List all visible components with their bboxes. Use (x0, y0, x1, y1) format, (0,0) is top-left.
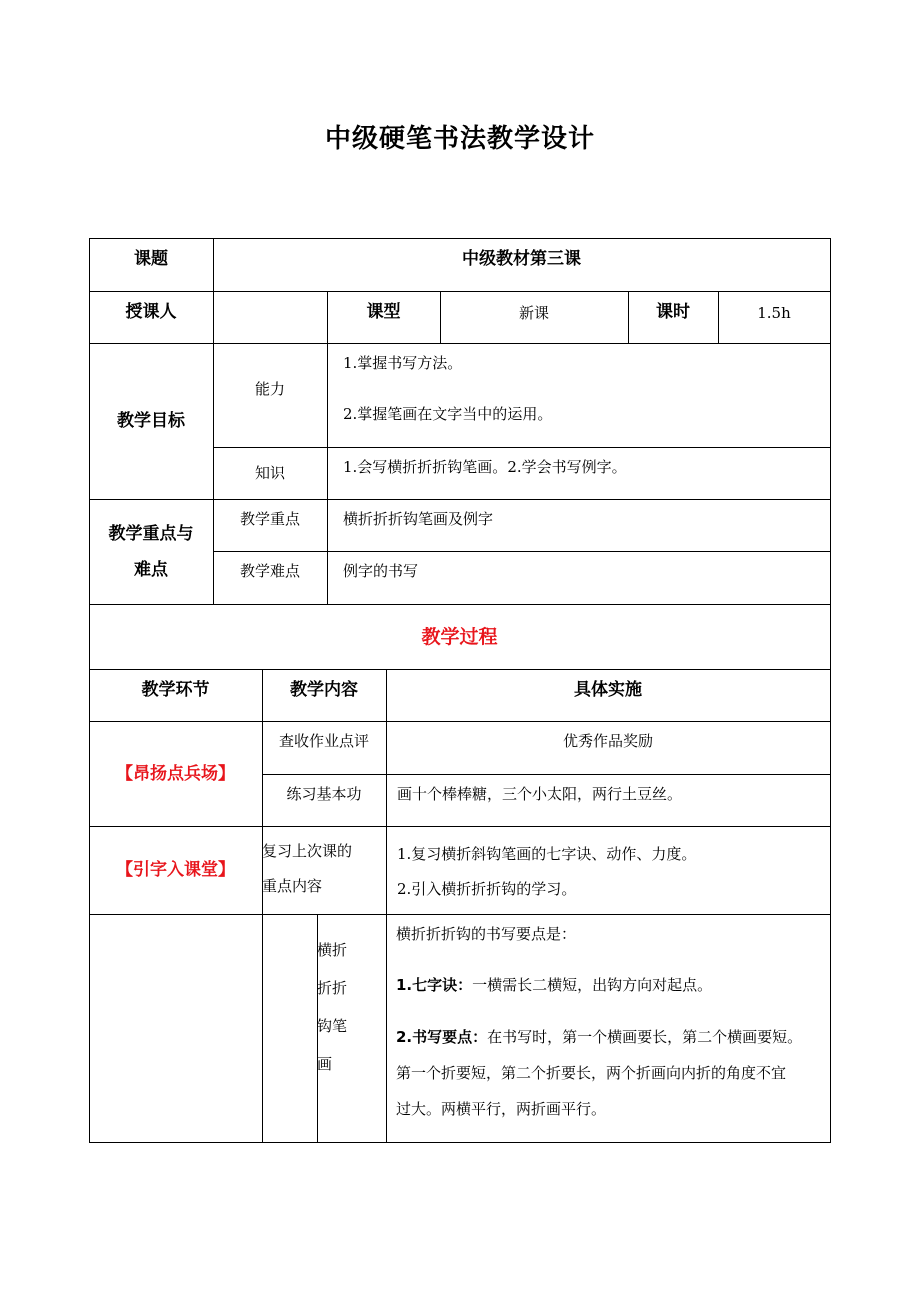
stage1-row1-content: 查收作业点评 (278, 732, 369, 750)
stage3-mnemonic-text: 一横需长二横短，出钩方向对起点。 (472, 976, 713, 994)
teacher-label: 授课人 (125, 302, 177, 322)
stage3-points (396, 1026, 802, 1048)
stage3-points-label: 2.书写要点： (396, 1028, 488, 1046)
keypoints-label (89, 499, 213, 604)
stage3-points-line1: 在书写时，第一个横画要长，第二个横画要短。 (487, 1028, 803, 1046)
process-title: 教学过程 (421, 625, 498, 648)
stage3-points-line3: 过大。两横平行，两折画平行。 (396, 1100, 607, 1118)
col-impl-header: 具体实施 (574, 680, 642, 700)
knowledge-label: 知识 (254, 464, 285, 482)
col-content-header: 教学内容 (290, 680, 358, 700)
topic-value: 中级教材第三课 (462, 249, 581, 269)
col-stage-header: 教学环节 (141, 680, 210, 700)
stage3-sub-label (317, 914, 386, 1142)
hours-value: 1.5h (757, 304, 791, 322)
teacher-value (213, 291, 327, 343)
stage2-name: 【引字入课堂】 (116, 860, 235, 880)
stage1-row2-impl: 画十个棒棒糖，三个小太阳，两行土豆丝。 (397, 785, 683, 803)
stage3-mnemonic-label: 1.七字诀： (396, 976, 473, 994)
stage3-sub-4: 画 (317, 1055, 333, 1073)
ability-item-2: 2.掌握笔画在文字当中的运用。 (343, 405, 553, 423)
stage1-row1-impl: 优秀作品奖励 (562, 732, 653, 750)
stage2-impl-1: 1.复习横折斜钩笔画的七字诀、动作、力度。 (397, 845, 697, 863)
hours-label: 课时 (656, 302, 690, 322)
type-value: 新课 (518, 304, 549, 322)
stage3-sub-3: 钩笔 (317, 1017, 348, 1035)
difficulty-value: 例字的书写 (343, 562, 419, 580)
stage2-impl-2: 2.引入横折折折钩的学习。 (397, 880, 577, 898)
stage2-content-line2: 重点内容 (262, 877, 323, 895)
stage3-points-line2: 第一个折要短，第二个折要长，两个折画向内折的角度不宜 (396, 1064, 787, 1082)
stage3-sub-2: 折折 (317, 979, 348, 997)
stage1-name: 【昂扬点兵场】 (116, 763, 235, 784)
ability-item-1: 1.掌握书写方法。 (343, 354, 463, 372)
knowledge-value: 1.会写横折折折钩笔画。2.学会书写例字。 (343, 458, 627, 476)
ability-label: 能力 (254, 380, 285, 398)
stage1-row2-content: 练习基本功 (286, 785, 362, 803)
keypoints-label-line1: 教学重点与 (108, 523, 194, 544)
keypoints-label-line2: 难点 (134, 559, 168, 580)
stage3-sub-1: 横折 (317, 941, 348, 959)
focus-label: 教学重点 (239, 510, 300, 528)
stage2-content (262, 826, 386, 914)
type-label: 课型 (366, 302, 401, 322)
goals-label: 教学目标 (117, 411, 185, 431)
topic-label: 课题 (134, 249, 168, 269)
stage2-content-line1: 复习上次课的 (262, 842, 353, 860)
difficulty-label: 教学难点 (239, 562, 300, 580)
stage3-intro: 横折折折钩的书写要点是： (396, 925, 577, 943)
document-title: 中级硬笔书法教学设计 (324, 124, 595, 154)
focus-value: 横折折折钩笔画及例字 (343, 510, 494, 528)
stage3-mnemonic (396, 974, 712, 996)
